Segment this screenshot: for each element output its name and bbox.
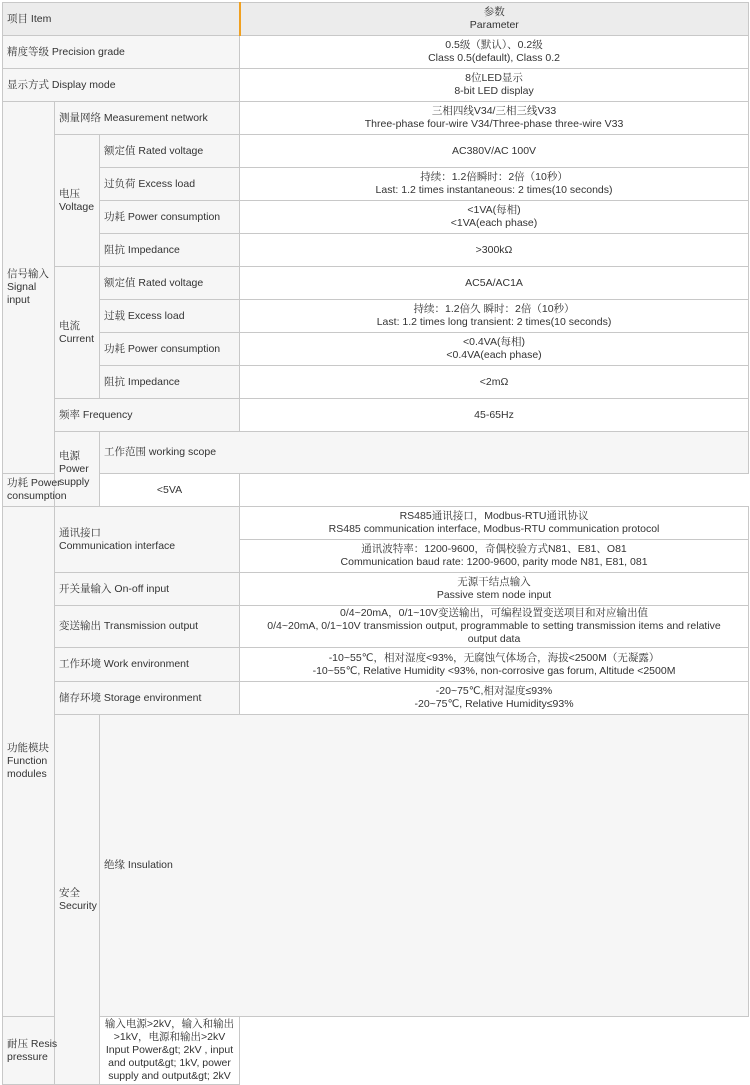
voltage-impedance-value: >300kΩ (240, 234, 749, 267)
transmission-label: 变送输出 Transmission output (55, 606, 240, 648)
voltage-group-en: Voltage (59, 200, 95, 213)
signal-input-group (3, 102, 55, 474)
current-rated-value: AC5A/AC1A (240, 267, 749, 300)
table-row (3, 606, 749, 648)
current-power-zh: <0.4VA(每相) (463, 336, 525, 348)
display-en: 8-bit LED display (454, 85, 534, 97)
precision-value (240, 36, 749, 69)
table-row (3, 135, 749, 168)
current-power-value (240, 333, 749, 366)
function-modules-group (3, 507, 55, 1017)
voltage-group (55, 135, 100, 267)
storage-env-en: -20~75℃, Relative Humidity≤93% (414, 698, 574, 710)
display-zh: 8位LED显示 (465, 72, 523, 84)
power-group-en2: supply (59, 475, 90, 488)
resis-pressure-value (100, 1017, 240, 1085)
comm-protocol-en: RS485 communication interface, Modbus-RTU communication protocol (328, 523, 660, 535)
comm-protocol-zh: RS485通讯接口，Modbus-RTU通讯协议 (399, 510, 589, 522)
function-group-en1: Function (7, 755, 48, 767)
signal-group-en1: Signal (7, 281, 37, 293)
current-rated-label: 额定值 Rated voltage (100, 267, 240, 300)
signal-group-zh: 信号输入 (7, 268, 49, 280)
voltage-impedance-label: 阻抗 Impedance (100, 234, 240, 267)
spec-table (2, 2, 749, 1085)
signal-group-en2: input (7, 294, 30, 306)
table-row (3, 69, 749, 102)
voltage-group-zh: 电压 (59, 187, 80, 200)
voltage-excess-label: 过负荷 Excess load (100, 168, 240, 201)
comm-baud-value (240, 540, 749, 573)
table-row (3, 168, 749, 201)
work-env-value (240, 648, 749, 682)
table-row (3, 507, 749, 540)
table-row (3, 648, 749, 682)
precision-zh: 0.5级（默认）、0.2级 (445, 39, 543, 51)
resis-pressure-en: Input Power&gt; 2kV , input and output&gt; 1kV, power supply and output&gt; 2kV (105, 1044, 234, 1082)
current-power-en: <0.4VA(each phase) (446, 349, 542, 361)
onoff-input-value (240, 573, 749, 606)
voltage-excess-zh: 持续：1.2倍瞬时：2倍（10秒） (420, 171, 568, 183)
network-label: 测量网络 Measurement network (55, 102, 240, 135)
network-value (240, 102, 749, 135)
onoff-input-label: 开关量输入 On-off input (55, 573, 240, 606)
transmission-en2: output data (467, 633, 521, 645)
current-power-label: 功耗 Power consumption (100, 333, 240, 366)
function-group-zh: 功能模块 (7, 742, 49, 754)
current-group-en: Current (59, 332, 95, 345)
security-group-zh: 安全 (59, 886, 80, 899)
current-excess-label: 过载 Excess load (100, 300, 240, 333)
table-row (3, 234, 749, 267)
work-env-zh: -10~55℃，相对湿度<93%，无腐蚀气体场合，海拔<2500M（无凝露） (328, 651, 660, 664)
resis-pressure-label: 耐压 Resis pressure (3, 1017, 100, 1085)
header-item-cell: 项目 Item (3, 3, 240, 36)
comm-interface-label (55, 507, 240, 573)
table-row (3, 1017, 749, 1085)
current-impedance-value: <2mΩ (240, 366, 749, 399)
work-env-label: 工作环境 Work environment (55, 648, 240, 682)
voltage-power-en: <1VA(each phase) (450, 217, 538, 229)
precision-label: 精度等级 Precision grade (3, 36, 240, 69)
header-param-zh: 参数 (483, 6, 505, 18)
power-consumption-value: <5VA (100, 474, 240, 507)
current-group (55, 267, 100, 399)
precision-en: Class 0.5(default), Class 0.2 (428, 52, 560, 64)
voltage-power-value (240, 201, 749, 234)
work-env-en: -10~55℃, Relative Humidity <93%, non-corrosive gas forum, Altitude <2500M (312, 664, 676, 677)
security-group-en: Security (59, 899, 97, 912)
table-row (3, 715, 749, 1017)
onoff-en: Passive stem node input (436, 589, 552, 601)
current-excess-en: Last: 1.2 times long transient: 2 times(10 seconds) (376, 316, 612, 328)
network-en: Three-phase four-wire V34/Three-phase three-wire V33 (364, 118, 624, 130)
table-row (3, 267, 749, 300)
table-row (3, 36, 749, 69)
network-zh: 三相四线V34/三相三线V33 (431, 105, 557, 117)
power-consumption-label: 功耗 Power consumption (3, 474, 100, 507)
power-scope-label: 工作范围 working scope (100, 432, 749, 474)
comm-label-en: Communication interface (59, 539, 176, 552)
voltage-rated-label: 额定值 Rated voltage (100, 135, 240, 168)
table-row (3, 573, 749, 606)
transmission-zh: 0/4~20mA，0/1~10V变送输出，可编程设置变送项目和对应输出值 (339, 607, 649, 619)
voltage-excess-value (240, 168, 749, 201)
table-row (3, 682, 749, 715)
comm-baud-zh: 通讯波特率：1200-9600，奇偶校验方式N81、E81、O81 (361, 543, 627, 555)
table-row (3, 432, 749, 474)
current-excess-zh: 持续：1.2倍久 瞬时：2倍（10秒） (413, 303, 575, 315)
voltage-power-zh: <1VA(每相) (467, 204, 521, 216)
onoff-zh: 无源干结点输入 (457, 576, 531, 588)
header-param-en: Parameter (469, 19, 519, 31)
table-row (3, 201, 749, 234)
table-row (3, 474, 749, 507)
table-row (3, 300, 749, 333)
transmission-en1: 0/4~20mA, 0/1~10V transmission output, programmable to setting transmission items and relative (267, 620, 721, 632)
display-label: 显示方式 Display mode (3, 69, 240, 102)
voltage-rated-value: AC380V/AC 100V (240, 135, 749, 168)
storage-env-value (240, 682, 749, 715)
table-row (3, 3, 749, 36)
comm-label-zh: 通讯接口 (59, 526, 101, 539)
storage-env-label: 储存环境 Storage environment (55, 682, 240, 715)
frequency-label: 频率 Frequency (55, 399, 240, 432)
table-row (3, 366, 749, 399)
function-group-en2: modules (7, 768, 47, 780)
comm-baud-en: Communication baud rate: 1200-9600, parity mode N81, E81, 081 (340, 556, 648, 568)
transmission-value (240, 606, 749, 648)
power-group-en1: Power (59, 462, 89, 475)
power-group-zh: 电源 (59, 449, 80, 462)
table-row (3, 399, 749, 432)
table-row (3, 102, 749, 135)
storage-env-zh: -20~75℃,相对湿度≤93% (435, 685, 553, 697)
insulation-label: 绝缘 Insulation (100, 715, 749, 1017)
voltage-excess-en: Last: 1.2 times instantaneous: 2 times(10 seconds) (375, 184, 613, 196)
display-value (240, 69, 749, 102)
voltage-power-label: 功耗 Power consumption (100, 201, 240, 234)
header-parameter-cell (240, 3, 749, 36)
table-row (3, 333, 749, 366)
comm-protocol-value (240, 507, 749, 540)
current-impedance-label: 阻抗 Impedance (100, 366, 240, 399)
current-group-zh: 电流 (59, 319, 80, 332)
resis-pressure-zh: 输入电源>2kV，输入和输出>1kV，电源和输出>2kV (104, 1018, 235, 1043)
frequency-value: 45-65Hz (240, 399, 749, 432)
current-excess-value (240, 300, 749, 333)
